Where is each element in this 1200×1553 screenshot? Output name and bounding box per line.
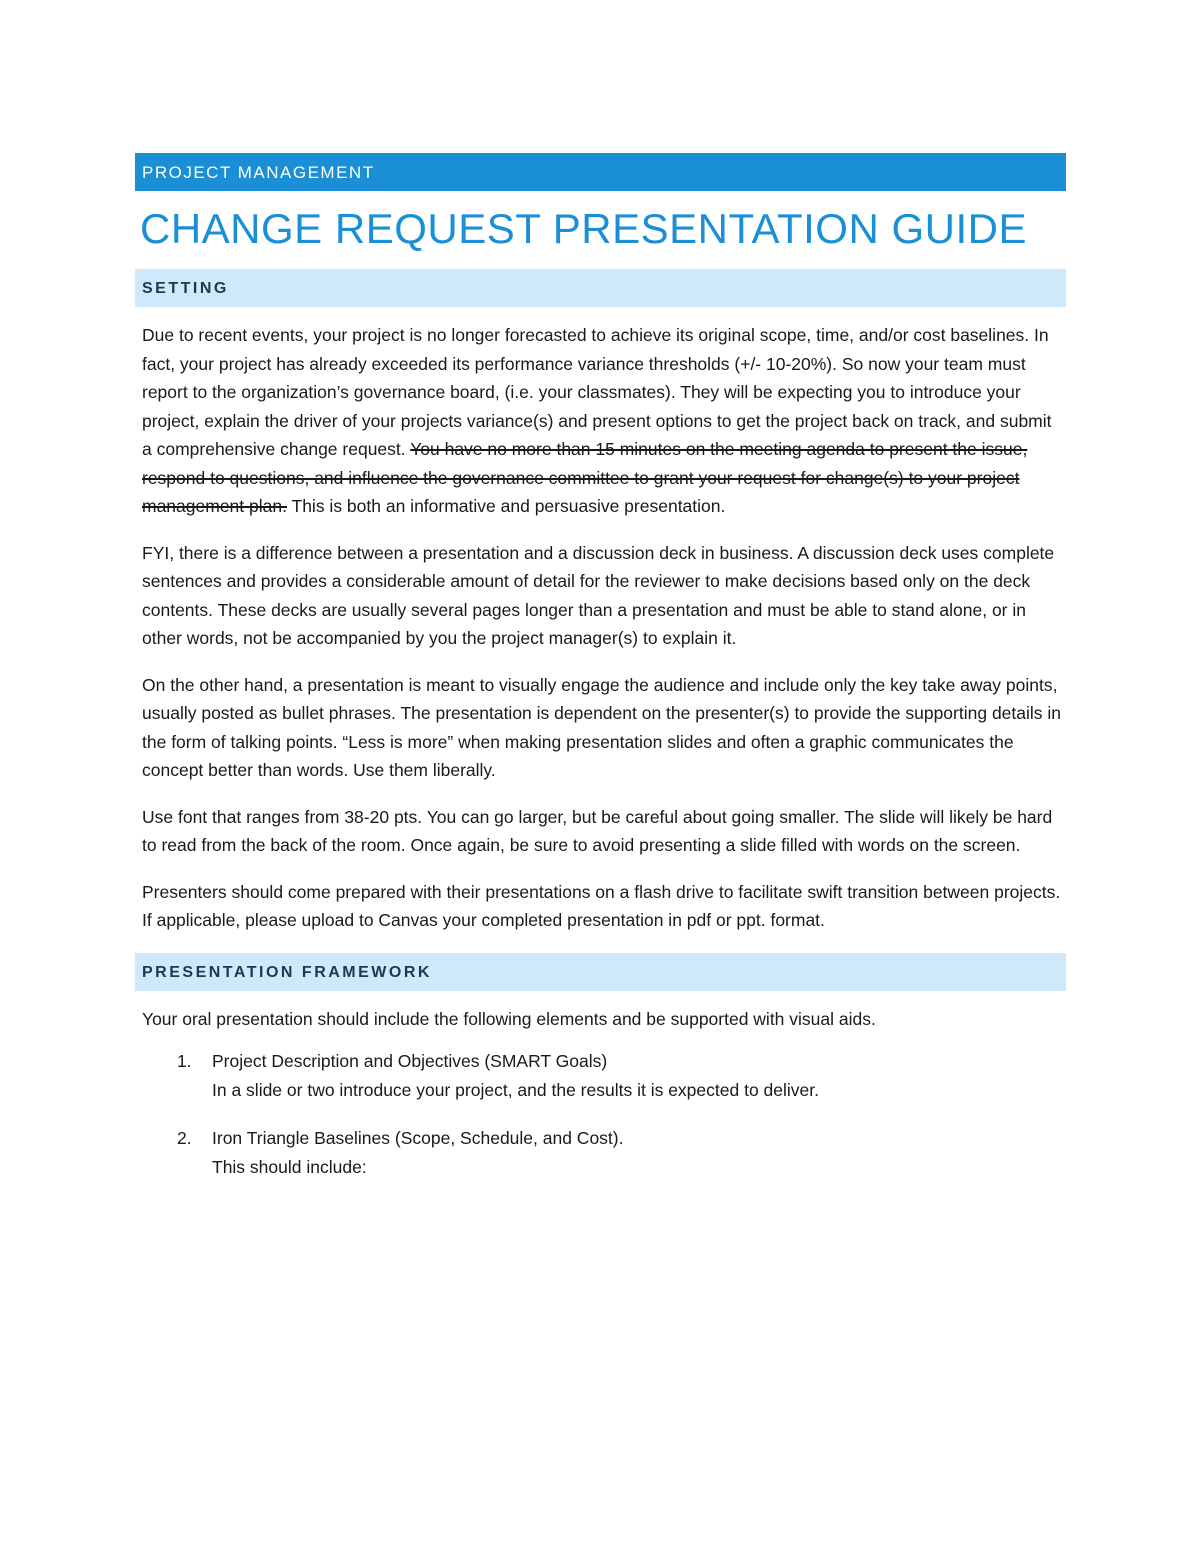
setting-paragraph-3: On the other hand, a presentation is meant to visually engage the audience and include only the key take away points, usually posted as bullet phrases. The presentation is dependent on the presenter(s) to provide the supporting details in the form of talking points. “Less is more” when making presentation slides and often a graphic communicates the concept better than words. Use them liberally. <box>142 674 1062 780</box>
document-page <box>135 153 1066 1201</box>
list-item-title: Iron Triangle Baselines (Scope, Schedule, and Cost). <box>212 1128 624 1148</box>
setting-paragraph-2: FYI, there is a difference between a presentation and a discussion deck in business. A discussion deck uses complete sentences and provides a considerable amount of detail for the reviewer to make decisions based only on the deck contents. These decks are usually several pages longer than a presentation and must be able to stand alone, or in other words, not be accompanied by you the project manager(s) to explain it. <box>142 542 1055 648</box>
section-heading-setting <box>135 269 1066 307</box>
setting-paragraph-1 <box>142 321 1066 521</box>
list-item-detail: This should include: <box>212 1156 367 1177</box>
list-number: 1. <box>177 1051 192 1071</box>
framework-element-list <box>135 1047 1066 1181</box>
section-heading-label: PRESENTATION FRAMEWORK <box>142 963 432 981</box>
category-banner <box>135 153 1066 191</box>
section-heading-presentation-framework <box>135 953 1066 991</box>
paragraph-text: This is both an informative and persuasive presentation. <box>286 496 726 516</box>
setting-paragraph-4: Use font that ranges from 38-20 pts. You can go larger, but be careful about going smaller. The slide will likely be hard to read from the back of the room. Once again, be sure to avoid presenting a slide filled with words on the screen. <box>142 806 1053 855</box>
paragraph-text: Due to recent events, your project is no longer forecasted to achieve its original scope, time, and/or cost baselines. In fact, your project has already exceeded its performance variance thresholds (+/- 10-20%). So now your team must report to the organization’s governance board, (i.e. your classmates). They will be expecting you to introduce your project, explain the driver of your projects variance(s) and present options to get the project back on track, and submit a comprehensive change request. <box>142 325 1052 459</box>
list-item-detail: In a slide or two introduce your project, and the results it is expected to deliver. <box>212 1079 819 1100</box>
document-title: CHANGE REQUEST PRESENTATION GUIDE <box>140 205 1027 252</box>
list-number: 2. <box>177 1128 192 1148</box>
list-item-title: Project Description and Objectives (SMART Goals) <box>212 1051 608 1071</box>
list-item <box>135 1124 1066 1181</box>
section-heading-label: SETTING <box>142 280 229 297</box>
framework-intro: Your oral presentation should include the following elements and be supported with visual aids. <box>142 1008 876 1029</box>
setting-paragraph-5: Presenters should come prepared with their presentations on a flash drive to facilitate swift transition between projects. If applicable, please upload to Canvas your completed presentation in pdf or ppt. format. <box>142 881 1061 930</box>
category-label: PROJECT MANAGEMENT <box>142 163 375 182</box>
list-item <box>135 1047 1066 1104</box>
struck-through-text: You have no more than 15 minutes on the meeting agenda to present the issue, respond to questions, and influence the governance committee to grant your request for change(s) to your project management plan. <box>142 439 1028 516</box>
